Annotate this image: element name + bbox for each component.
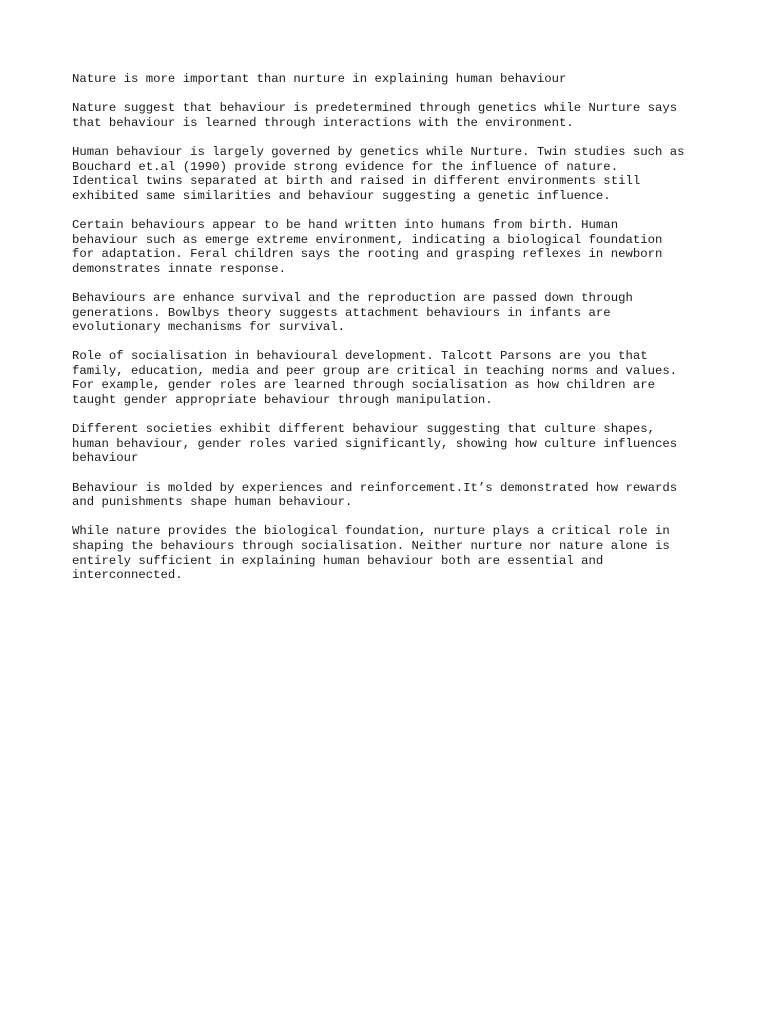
paragraph-culture: Different societies exhibit different behaviour suggesting that culture shapes, human behaviour, gender roles varied significantly, showing how culture influences behaviour bbox=[72, 422, 678, 466]
paragraph-reinforcement: Behaviour is molded by experiences and reinforcement.It’s demonstrated how rewards and punishments shape human behaviour. bbox=[72, 480, 678, 510]
document-page bbox=[72, 72, 712, 597]
paragraph-innate-behaviours: Certain behaviours appear to be hand written into humans from birth. Human behaviour such as emerge extreme environment, indicating a biological foundation for adaptation. Feral children says the rooting and grasping reflexes in newborn demonstrates innate response. bbox=[72, 217, 663, 276]
paragraph-twin-studies: Human behaviour is largely governed by genetics while Nurture. Twin studies such as Bouchard et.al (1990) provide strong evidence for the influence of nature. Identical twins separated at birth and raised in different environments still exhibited same similarities and behaviour suggesting a genetic influence. bbox=[72, 144, 685, 203]
paragraph-conclusion: While nature provides the biological foundation, nurture plays a critical role in shaping the behaviours through socialisation. Neither nurture nor nature alone is entirely sufficient in explaining human behaviour both are essential and interconnected. bbox=[72, 524, 670, 583]
paragraph-socialisation: Role of socialisation in behavioural development. Talcott Parsons are you that family, education, media and peer group are critical in teaching norms and values. For example, gender roles are learned through socialisation as how children are taught gender appropriate behaviour through manipulation. bbox=[72, 349, 678, 408]
document-title: Nature is more important than nurture in explaining human behaviour bbox=[72, 72, 567, 86]
paragraph-evolution: Behaviours are enhance survival and the reproduction are passed down through generations. Bowlbys theory suggests attachment behaviours in infants are evolutionary mechanisms for survival. bbox=[72, 290, 633, 335]
paragraph-definitions: Nature suggest that behaviour is predetermined through genetics while Nurture says that behaviour is learned through interactions with the environment. bbox=[72, 101, 678, 130]
